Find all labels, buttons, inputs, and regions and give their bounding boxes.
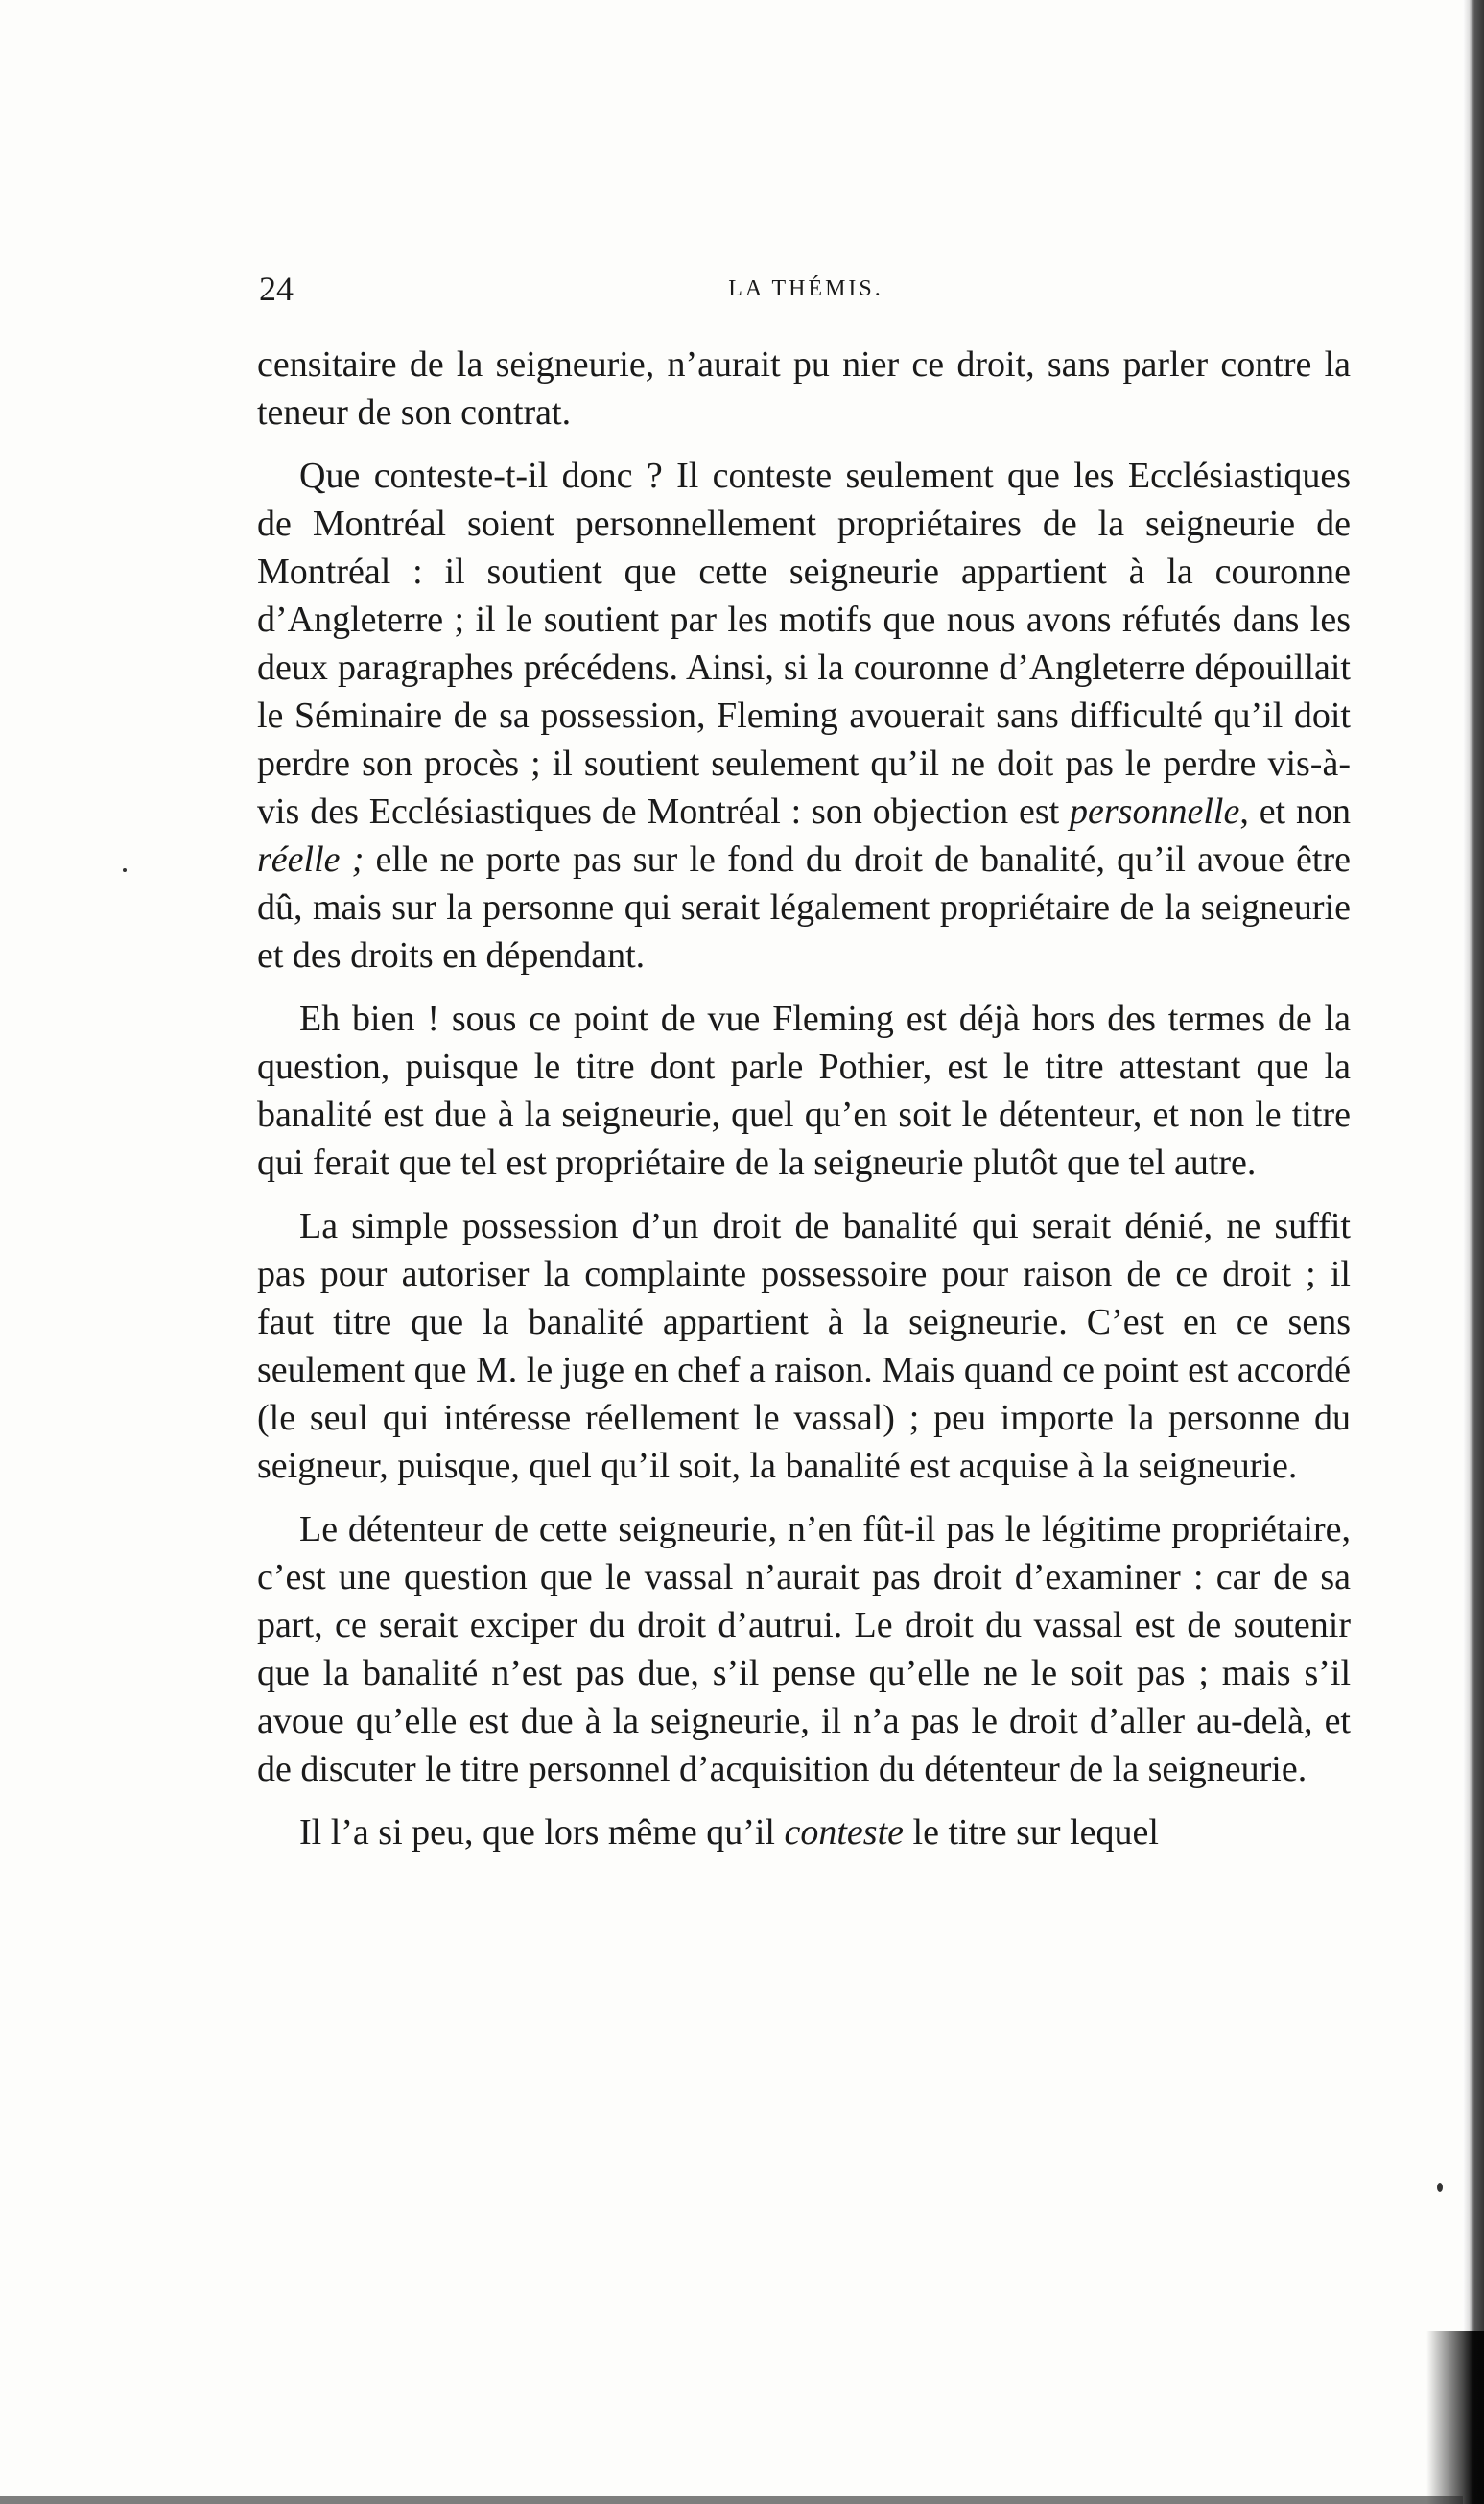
paragraph-2 — [257, 452, 1351, 980]
paragraph-1: censitaire de la seigneurie, n’aurait pu nier ce droit, sans parler contre la teneur de son contrat. — [257, 344, 1351, 433]
paragraph-2-part-5: elle ne porte pas sur le fond du droit de banalité, qu’il avoue être dû, mais sur la personne qui serait légalement propriétaire de la seigneurie et des droits en dépendant. — [257, 839, 1351, 976]
margin-speck — [123, 868, 127, 872]
paragraph-6-part-3: le titre sur lequel — [904, 1812, 1159, 1853]
page-bottom-edge — [0, 2496, 1463, 2504]
page-edge-shadow-lower — [1426, 2331, 1484, 2504]
page-edge-shadow — [1463, 0, 1484, 2504]
margin-speck — [1437, 2183, 1443, 2192]
paragraph-2-part-3: , et non — [1239, 791, 1351, 832]
paragraph-5: Le détenteur de cette seigneurie, n’en fût-il pas le légitime propriétaire, c’est une question que le vassal n’aurait pas droit d’examiner : car de sa part, ce serait exciper du droit d’autrui. Le droit du vassal est de soutenir que la banalité n’est pas due, s’il pense qu’elle ne le soit pas ; mais s’il avoue qu’elle est due à la seigneurie, il n’a pas le droit d’aller au-delà, et de discuter le titre personnel d’acquisition du détenteur de la seigneurie. — [257, 1509, 1351, 1789]
paragraph-6 — [257, 1808, 1351, 1856]
paragraph-4: La simple possession d’un droit de banalité qui serait dénié, ne suffit pas pour autoriser la complainte possessoire pour raison de ce droit ; il faut titre que la banalité appartient à la seigneurie. C’est en ce sens seulement que M. le juge en chef a raison. Mais quand ce point est accordé (le seul qui intéresse réellement le vassal) ; peu importe la personne du seigneur, puisque, quel qu’il soit, la banalité est acquise à la seigneurie. — [257, 1206, 1351, 1486]
paragraph-3: Eh bien ! sous ce point de vue Fleming est déjà hors des termes de la question, puisque le titre dont parle Pothier, est le titre attestant que la banalité est due à la seigneurie, quel qu’en soit le détenteur, et non le titre qui ferait que tel est propriétaire de la seigneurie plutôt que tel autre. — [257, 999, 1351, 1183]
italic-conteste: conteste — [784, 1812, 905, 1853]
page-header — [259, 269, 1353, 317]
body-text — [257, 341, 1351, 1856]
italic-personnelle: personnelle — [1070, 791, 1240, 832]
paragraph-2-part-1: Que conteste-t-il donc ? Il conteste seulement que les Ecclésiastiques de Montréal soient personnellement propriétaires de la seigneurie de Montréal : il soutient que cette seigneurie appartient à la couronne d’Angleterre ; il le soutient par les motifs que nous avons réfutés dans les deux paragraphes précédens. Ainsi, si la couronne d’Angleterre dépouillait le Séminaire de sa possession, Fleming avouerait sans difficulté qu’il doit perdre son procès ; il soutient seulement qu’il ne doit pas le perdre vis-à-vis des Ecclésiastiques de Montréal : son objection est — [257, 456, 1351, 832]
running-title: LA THÉMIS. — [728, 276, 883, 301]
paragraph-6-part-1: Il l’a si peu, que lors même qu’il — [299, 1812, 785, 1853]
page-number: 24 — [259, 270, 294, 308]
italic-reelle: réelle ; — [257, 839, 365, 880]
